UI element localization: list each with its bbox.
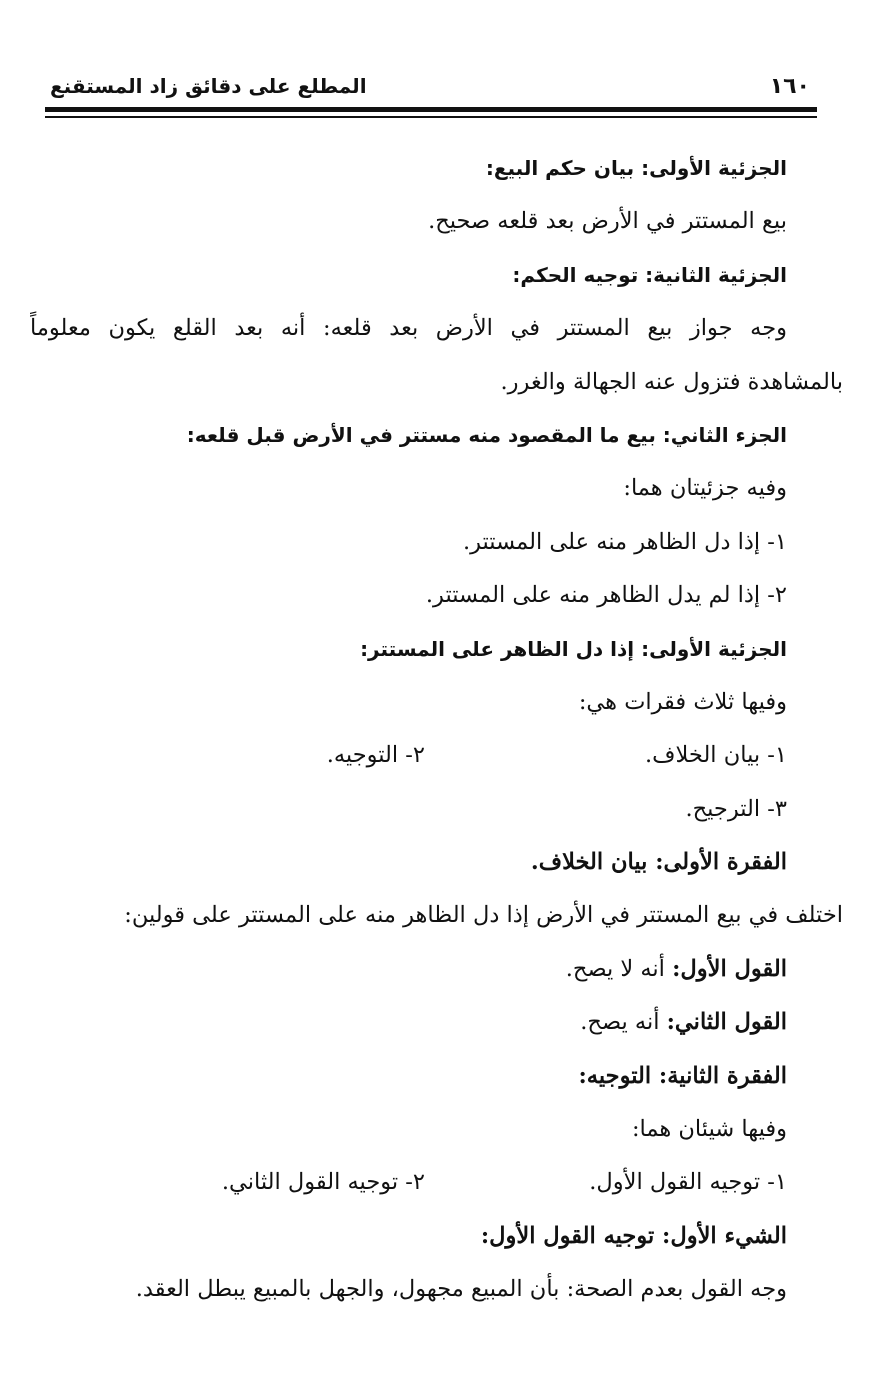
- paragraph-heading: الشيء الأول: توجيه القول الأول:: [480, 1222, 787, 1249]
- paragraph-line: وجه القول بعدم الصحة: بأن المبيع مجهول، والجهل بالمبيع يبطل العقد.: [135, 1276, 787, 1303]
- paragraph-line: بيع المستتر في الأرض بعد قلعه صحيح.: [428, 208, 787, 235]
- paragraph-heading: الفقرة الثانية: التوجيه:: [578, 1062, 787, 1089]
- list-item: ٢- إذا لم يدل الظاهر منه على المستتر.: [425, 582, 787, 609]
- list-item: ٢- توجيه القول الثاني.: [221, 1169, 425, 1196]
- paragraph-line: وفيها ثلاث فقرات هي:: [578, 688, 787, 715]
- paragraph-line: بالمشاهدة فتزول عنه الجهالة والغرر.: [500, 368, 843, 395]
- paragraph-line: [42, 996, 815, 1049]
- subsection-heading: الجزئية الثانية: توجيه الحكم:: [512, 262, 787, 287]
- page-header: [40, 70, 820, 104]
- paragraph-heading: الفقرة الأولى: بيان الخلاف.: [530, 849, 787, 876]
- paragraph-line: وفيه جزئيتان هما:: [623, 475, 787, 502]
- paragraph-line: وفيها شيئان هما:: [631, 1116, 787, 1143]
- header-rule-thin: [45, 116, 817, 118]
- opinion-label: القول الثاني:: [666, 1009, 787, 1036]
- list-row: [42, 729, 815, 782]
- running-title: المطلع على دقائق زاد المستقنع: [50, 74, 367, 98]
- list-row: [42, 1156, 815, 1209]
- list-item: ١- توجيه القول الأول.: [589, 1169, 787, 1196]
- subsection-heading: الجزئية الأولى: إذا دل الظاهر على المستتر:: [360, 636, 787, 661]
- list-item: ١- إذا دل الظاهر منه على المستتر.: [462, 528, 787, 555]
- list-item: ٣- الترجيح.: [685, 795, 787, 822]
- header-rule-thick: [45, 107, 817, 112]
- opinion-text: أنه لا يصح.: [565, 955, 673, 982]
- paragraph-line: اختلف في بيع المستتر في الأرض إذا دل الظاهر منه على المستتر على قولين:: [124, 902, 843, 929]
- subsection-heading: الجزئية الأولى: بيان حكم البيع:: [485, 156, 787, 180]
- list-item: ١- بيان الخلاف.: [645, 742, 787, 769]
- paragraph-line: وجه جواز بيع المستتر في الأرض بعد قلعه: أنه بعد القلع يكون معلوماً: [30, 315, 787, 342]
- section-heading: الجزء الثاني: بيع ما المقصود منه مستتر في الأرض قبل قلعه:: [186, 422, 787, 447]
- opinion-label: القول الأول:: [672, 955, 787, 982]
- list-item: ٢- التوجيه.: [326, 742, 425, 769]
- page-number: ١٦٠: [769, 74, 810, 99]
- page-body: [30, 142, 843, 1317]
- opinion-text: أنه يصح.: [580, 1009, 667, 1036]
- paragraph-line: [42, 943, 815, 996]
